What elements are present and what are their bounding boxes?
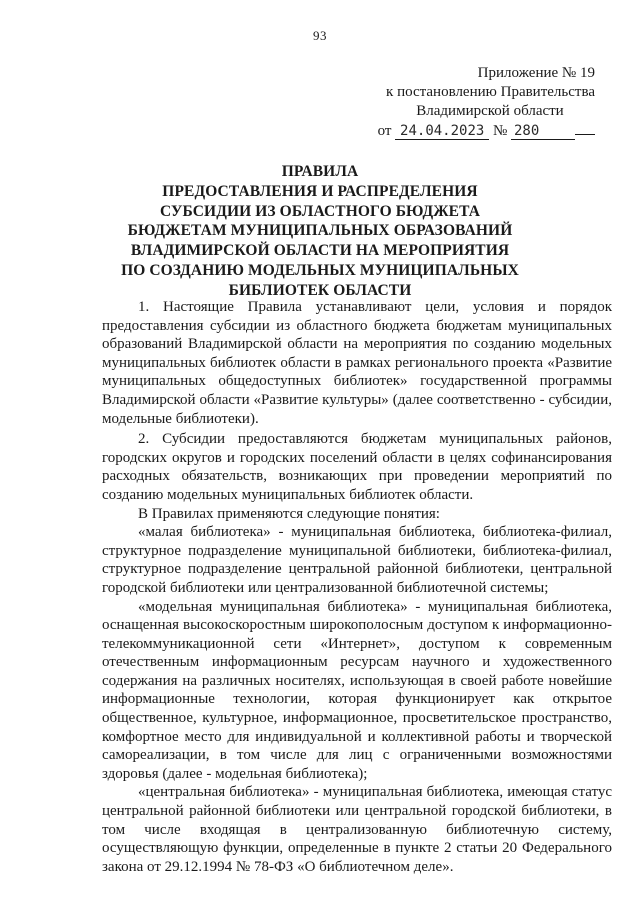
- title-line: БИБЛИОТЕК ОБЛАСТИ: [228, 281, 412, 299]
- definitions-intro: В Правилах применяются следующие понятия:: [138, 505, 440, 522]
- title-line: СУБСИДИИ ИЗ ОБЛАСТНОГО БЮДЖЕТА: [159, 202, 481, 220]
- appendix-block: [345, 64, 595, 141]
- page-number: 93: [313, 28, 327, 43]
- from-label: от: [377, 123, 392, 139]
- document-title: [0, 162, 640, 301]
- paragraph-1-purpose: 1. Настоящие Правила устанавливают цели, условия и порядок предоставления субсидии из областного бюджета бюджетам муниципальных образований Владимирской области на мероприятия по созданию модельных муниципальных библиотек области в рамках регионального проекта «Развитие муниципальных общедоступных библиотек» государственной программы Владимирской области «Развитие культуры» (далее соответственно - субсидии, модельные библиотеки).: [102, 299, 612, 427]
- appendix-date-number-line: [345, 121, 595, 141]
- definition-small-library: «малая библиотека» - муниципальная библиотека, библиотека-филиал, структурное подразделение муниципальной библиотеки, библиотека-филиал, структурное подразделение центральной районной библиотеки, центральной городской библиотеки или централизованной библиотечной системы;: [102, 524, 612, 596]
- definition-central-library: «центральная библиотека» - муниципальная библиотека, имеющая статус центральной районной библиотеки или центральной городской библиотеки, в том числе входящая в централизованную библиотечную систему, осуществляющую функции, определенные в пункте 2 статьи 20 Федерального закона от 29.12.1994 № 78-ФЗ «О библиотечном деле».: [102, 784, 612, 875]
- paragraph-2-recipients: 2. Субсидии предоставляются бюджетам муниципальных районов, городских округов и городских поселений области в целях софинансирования расходных обязательств, возникающих при проведении мероприятий по созданию модельных муниципальных библиотек области.: [102, 431, 612, 503]
- title-line: ПРАВИЛА: [281, 163, 359, 180]
- appendix-region: Владимирской области: [416, 103, 564, 119]
- resolution-date: 24.04.2023: [395, 124, 489, 140]
- title-line: ПРЕДОСТАВЛЕНИЯ И РАСПРЕДЕЛЕНИЯ: [162, 182, 478, 200]
- document-body: [102, 298, 612, 876]
- definition-model-library: «модельная муниципальная библиотека» - муниципальная библиотека, оснащенная высокоскоростным широкополосным доступом к информационно-телекоммуникационной сети «Интернет», доступом к современным отечественным информационным ресурсам научного и художественного содержания на различных носителях, использующая в своей работе новейшие информационные технологии, которая функционирует как открытое общественное, культурное, информационное, просветительское пространство, комфортное место для индивидуальной и коллективной работы и творческой самореализации, в том числе для лиц с ограниченными возможностями здоровья (далее - модельная библиотека);: [102, 598, 612, 782]
- appendix-resolution-ref: к постановлению Правительства: [386, 84, 595, 100]
- appendix-title: Приложение № 19: [477, 65, 595, 81]
- title-line: БЮДЖЕТАМ МУНИЦИПАЛЬНЫХ ОБРАЗОВАНИЙ: [127, 222, 513, 240]
- number-underline: [575, 121, 595, 135]
- title-line: ВЛАДИМИРСКОЙ ОБЛАСТИ НА МЕРОПРИЯТИЯ: [130, 242, 510, 260]
- resolution-number: 280: [511, 124, 575, 140]
- number-label: №: [492, 123, 508, 139]
- title-line: ПО СОЗДАНИЮ МОДЕЛЬНЫХ МУНИЦИПАЛЬНЫХ: [121, 261, 519, 279]
